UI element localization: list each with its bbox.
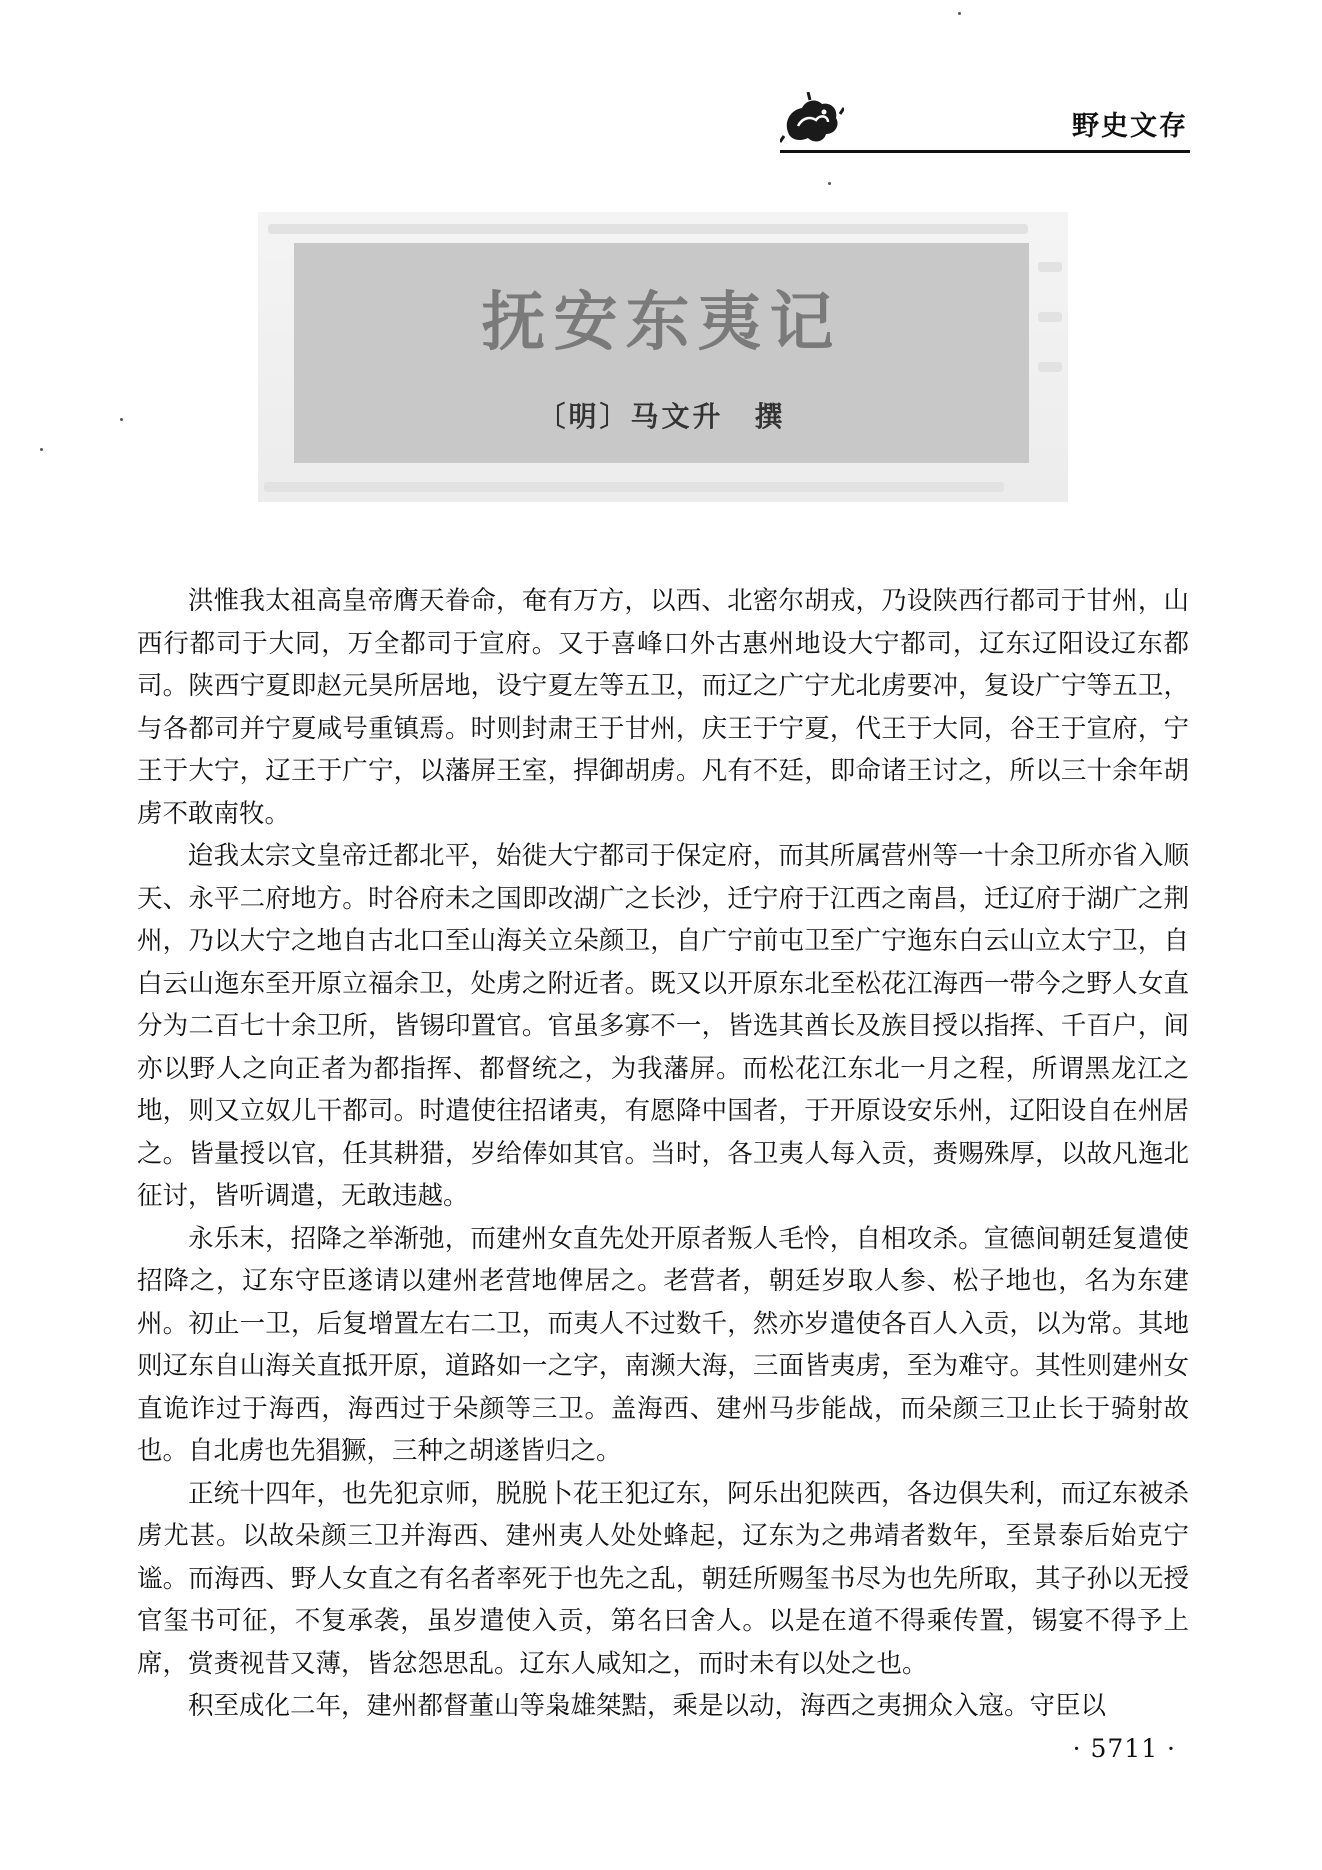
article-title: 抚安东夷记 xyxy=(481,285,842,360)
paragraph: 永乐末，招降之举渐弛，而建州女直先处开原者叛人毛怜，自相攻杀。宣德间朝廷复遣使招降之，辽东守臣遂请以建州老营地俾居之。老营者，朝廷岁取人参、松子地也，名为东建州。初止一卫，后复增置左右二卫，而夷人不过数千，然亦岁遣使各百人入贡，以为常。其地则辽东自山海关直抵开原，道路如一之字，南濒大海，三面皆夷虏，至为难守。其性则建州女直诡诈过于海西，海西过于朵颜等三卫。盖海西、建州马步能战，而朵颜三卫止长于骑射故也。自北虏也先猖獗，三种之胡遂皆归之。 xyxy=(137,1223,1189,1466)
paragraph: 正统十四年，也先犯京师，脱脱卜花王犯辽东，阿乐出犯陕西，各边俱失利，而辽东被杀虏尤甚。以故朵颜三卫并海西、建州夷人处处蜂起，辽东为之弗靖者数年，至景泰后始克宁谧。而海西、野人女直之有名者率死于也先之乱，朝廷所赐玺书尽为也先所取，其子孙以无授官玺书可征，不复承袭，虽岁遣使入贡，第名曰舍人。以是在道不得乘传置，锡宴不得予上席，赏赉视昔又薄，皆忿怨思乱。辽东人咸知之，而时未有以处之也。 xyxy=(137,1478,1189,1679)
article-body xyxy=(137,580,1189,1728)
running-header xyxy=(780,92,1190,152)
paragraph: 积至成化二年，建州都督董山等枭雄桀黠，乘是以动，海西之夷拥众入寇。守臣以 xyxy=(188,1691,1107,1721)
title-block xyxy=(294,243,1029,463)
scan-speck xyxy=(828,182,831,185)
paragraph: 洪惟我太祖高皇帝膺天眷命，奄有万方，以西、北密尔胡戎，乃设陕西行都司于甘州，山西行都司于大同，万全都司于宣府。又于喜峰口外古惠州地设大宁都司，辽东辽阳设辽东都司。陕西宁夏即赵元昊所居地，设宁夏左等五卫，而辽之广宁尤北虏要冲，复设广宁等五卫，与各都司并宁夏咸号重镇焉。时则封肃王于甘州，庆王于宁夏，代王于大同，谷王于宣府，宁王于大宁，辽王于广宁，以藩屏王室，捍御胡虏。凡有不廷，即命诸王讨之，所以三十余年胡虏不敢南牧。 xyxy=(137,586,1189,829)
scan-speck xyxy=(120,418,123,421)
paragraph: 迨我太宗文皇帝迁都北平，始徙大宁都司于保定府，而其所属营州等一十余卫所亦省入顺天、永平二府地方。时谷府未之国即改湖广之长沙，迁宁府于江西之南昌，迁辽府于湖广之荆州，乃以大宁之地自古北口至山海关立朵颜卫，自广宁前屯卫至广宁迤东白云山立太宁卫，自白云山迤东至开原立福余卫，处虏之附近者。既又以开原东北至松花江海西一带今之野人女直分为二百七十余卫所，皆锡印置官。官虽多寡不一，皆选其酋长及族目授以指挥、千百户，间亦以野人之向正者为都指挥、都督统之，为我藩屏。而松花江东北一月之程，所谓黑龙江之地，则又立奴儿干都司。时遣使往招诸夷，有愿降中国者，于开原设安乐州，辽阳设自在州居之。皆量授以官，任其耕猎，岁给俸如其官。当时，各卫夷人每入贡，赉赐殊厚，以故凡迤北征讨，皆听调遣，无敢违越。 xyxy=(137,841,1189,1211)
series-title: 野史文存 xyxy=(1072,111,1188,142)
scan-speck xyxy=(958,12,961,15)
page-number: · 5711 · xyxy=(1072,1734,1176,1763)
article-author: 〔明〕马文升 撰 xyxy=(537,400,786,433)
scan-speck xyxy=(40,448,43,451)
dragon-emblem-icon xyxy=(780,92,844,148)
header-rule xyxy=(780,150,1190,153)
